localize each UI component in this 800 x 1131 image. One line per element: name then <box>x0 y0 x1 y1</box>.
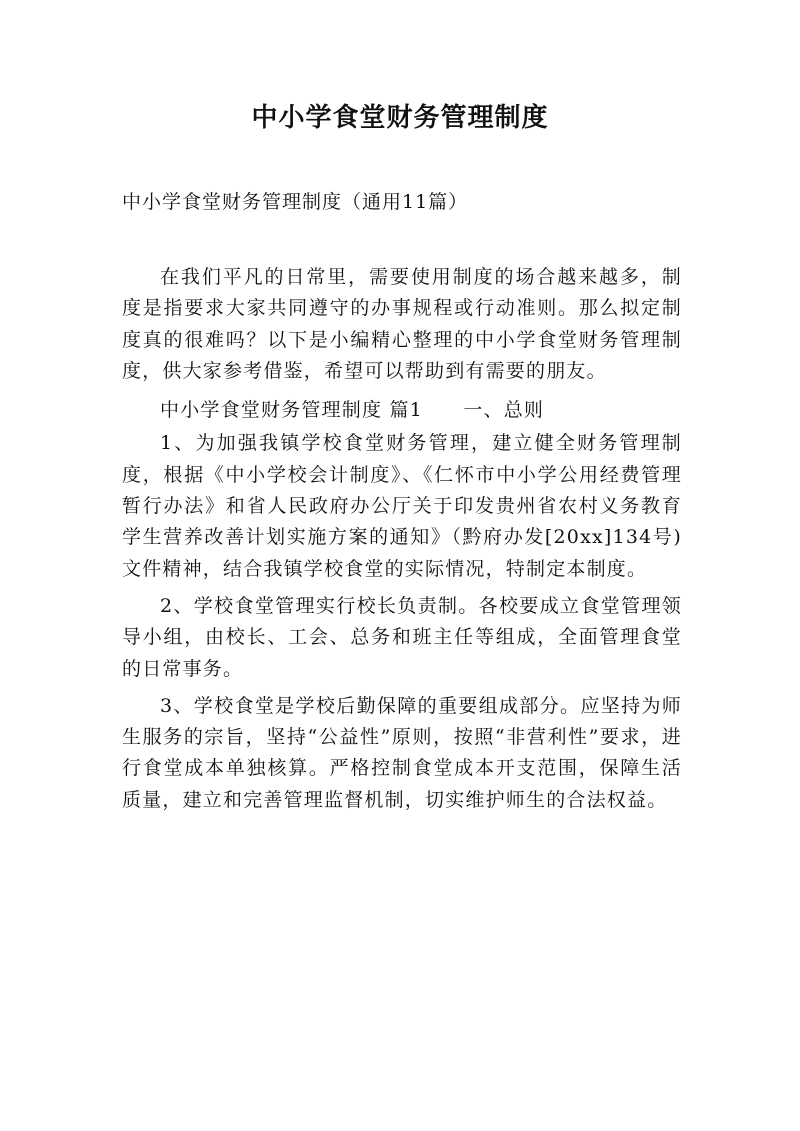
document-subtitle: 中小学食堂财务管理制度（通用11篇） <box>122 191 469 213</box>
body-paragraph-1: 1、为加强我镇学校食堂财务管理，建立健全财务管理制度，根据《中小学校会计制度》、《仁怀市中小学公用经费管理暂行办法》和省人民政府办公厅关于印发贵州省农村义务教育学生营养改善计划实施方案的通知》（黔府办发[20xx]134号)文件精神，结合我镇学校食堂的实际情况，特制定本制度。 <box>122 432 682 580</box>
document-title: 中小学食堂财务管理制度 <box>251 103 549 133</box>
intro-paragraph: 在我们平凡的日常里，需要使用制度的场合越来越多，制度是指要求大家共同遵守的办事规程或行动准则。那么拟定制度真的很难吗？以下是小编精心整理的中小学食堂财务管理制度，供大家参考借鉴，希望可以帮助到有需要的朋友。 <box>122 266 682 382</box>
document-body <box>122 262 682 822</box>
section-heading: 中小学食堂财务管理制度 篇1 一、总则 <box>160 399 545 422</box>
body-paragraph-3: 3、学校食堂是学校后勤保障的重要组成部分。应坚持为师生服务的宗旨，坚持“公益性”原则，按照“非营利性”要求，进行食堂成本单独核算。严格控制食堂成本开支范围，保障生活质量，建立和完善管理监督机制，切实维护师生的合法权益。 <box>122 694 682 811</box>
body-paragraph-2: 2、学校食堂管理实行校长负责制。各校要成立食堂管理领导小组，由校长、工会、总务和班主任等组成，全面管理食堂的日常事务。 <box>122 594 682 680</box>
